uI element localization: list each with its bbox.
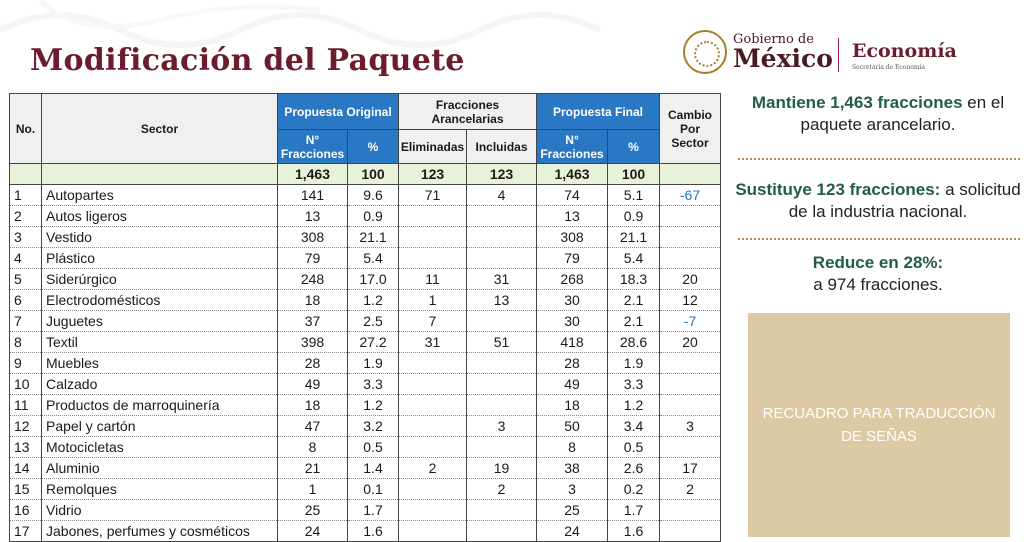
col-header-final-pct: % xyxy=(608,130,660,164)
sector-name-cell: Autopartes xyxy=(42,185,278,206)
table-row xyxy=(10,374,721,395)
group-header-final: Propuesta Final xyxy=(537,94,660,130)
eliminated-cell xyxy=(399,206,467,227)
total-eliminated: 123 xyxy=(399,164,467,185)
orig-n-cell: 398 xyxy=(278,332,348,353)
row-number-cell: 14 xyxy=(10,458,42,479)
change-cell: 2 xyxy=(660,479,721,500)
orig-n-cell: 25 xyxy=(278,500,348,521)
sector-name-cell: Juguetes xyxy=(42,311,278,332)
col-header-final-n: N° Fracciones xyxy=(537,130,608,164)
change-cell xyxy=(660,353,721,374)
orig-pct-cell: 5.4 xyxy=(348,248,399,269)
orig-n-cell: 8 xyxy=(278,437,348,458)
change-cell xyxy=(660,248,721,269)
change-cell: -67 xyxy=(660,185,721,206)
gov-main-label: México xyxy=(733,44,833,73)
table-row xyxy=(10,290,721,311)
sector-name-cell: Plástico xyxy=(42,248,278,269)
ministry-sub-label: Secretaría de Economía xyxy=(852,64,926,71)
summary-replaces-text: a solicitud de la industria nacional. xyxy=(788,180,1021,221)
included-cell xyxy=(467,521,537,542)
change-cell: -7 xyxy=(660,311,721,332)
final-n-cell: 30 xyxy=(537,311,608,332)
row-number-cell: 9 xyxy=(10,353,42,374)
eliminated-cell xyxy=(399,353,467,374)
final-n-cell: 268 xyxy=(537,269,608,290)
included-cell: 19 xyxy=(467,458,537,479)
final-n-cell: 79 xyxy=(537,248,608,269)
final-n-cell: 74 xyxy=(537,185,608,206)
table-row xyxy=(10,206,721,227)
col-header-orig-pct: % xyxy=(348,130,399,164)
row-number-cell: 4 xyxy=(10,248,42,269)
group-header-original: Propuesta Original xyxy=(278,94,399,130)
final-pct-cell: 3.4 xyxy=(608,416,660,437)
col-header-no: No. xyxy=(10,94,42,164)
orig-n-cell: 79 xyxy=(278,248,348,269)
eliminated-cell: 2 xyxy=(399,458,467,479)
sector-name-cell: Textil xyxy=(42,332,278,353)
sector-name-cell: Vestido xyxy=(42,227,278,248)
orig-pct-cell: 1.2 xyxy=(348,395,399,416)
summary-replaces xyxy=(733,179,1023,223)
table-row xyxy=(10,521,721,542)
final-n-cell: 418 xyxy=(537,332,608,353)
total-final-pct: 100 xyxy=(608,164,660,185)
orig-pct-cell: 1.7 xyxy=(348,500,399,521)
summary-maintains xyxy=(733,92,1023,136)
change-cell: 12 xyxy=(660,290,721,311)
col-header-change: Cambio Por Sector xyxy=(660,94,721,164)
included-cell: 31 xyxy=(467,269,537,290)
sector-name-cell: Electrodomésticos xyxy=(42,290,278,311)
row-number-cell: 13 xyxy=(10,437,42,458)
included-cell xyxy=(467,500,537,521)
final-pct-cell: 2.6 xyxy=(608,458,660,479)
orig-n-cell: 248 xyxy=(278,269,348,290)
final-n-cell: 8 xyxy=(537,437,608,458)
included-cell xyxy=(467,374,537,395)
included-cell xyxy=(467,206,537,227)
gov-top-label: Gobierno de xyxy=(733,32,814,47)
table-row xyxy=(10,416,721,437)
sector-name-cell: Motocicletas xyxy=(42,437,278,458)
final-pct-cell: 0.9 xyxy=(608,206,660,227)
change-cell xyxy=(660,227,721,248)
row-number-cell: 6 xyxy=(10,290,42,311)
sector-name-cell: Productos de marroquinería xyxy=(42,395,278,416)
final-pct-cell: 1.6 xyxy=(608,521,660,542)
eliminated-cell xyxy=(399,479,467,500)
orig-pct-cell: 27.2 xyxy=(348,332,399,353)
orig-pct-cell: 1.9 xyxy=(348,353,399,374)
total-orig-n: 1,463 xyxy=(278,164,348,185)
eliminated-cell xyxy=(399,227,467,248)
sector-name-cell: Remolques xyxy=(42,479,278,500)
table-row xyxy=(10,479,721,500)
table-row xyxy=(10,353,721,374)
total-row xyxy=(10,164,721,185)
eliminated-cell xyxy=(399,416,467,437)
final-pct-cell: 1.2 xyxy=(608,395,660,416)
national-seal-icon xyxy=(683,30,727,74)
final-pct-cell: 3.3 xyxy=(608,374,660,395)
final-pct-cell: 0.2 xyxy=(608,479,660,500)
eliminated-cell: 1 xyxy=(399,290,467,311)
orig-n-cell: 1 xyxy=(278,479,348,500)
included-cell: 2 xyxy=(467,479,537,500)
orig-n-cell: 47 xyxy=(278,416,348,437)
final-pct-cell: 18.3 xyxy=(608,269,660,290)
change-cell xyxy=(660,521,721,542)
orig-pct-cell: 3.3 xyxy=(348,374,399,395)
row-number-cell: 16 xyxy=(10,500,42,521)
row-number-cell: 15 xyxy=(10,479,42,500)
col-header-included: Incluidas xyxy=(467,130,537,164)
sector-name-cell: Autos ligeros xyxy=(42,206,278,227)
change-cell xyxy=(660,500,721,521)
row-number-cell: 17 xyxy=(10,521,42,542)
summary-maintains-text: en el paquete arancelario. xyxy=(800,93,1005,134)
eliminated-cell xyxy=(399,248,467,269)
orig-pct-cell: 2.5 xyxy=(348,311,399,332)
change-cell: 3 xyxy=(660,416,721,437)
row-number-cell: 3 xyxy=(10,227,42,248)
ministry-label: Economía xyxy=(852,40,957,62)
sector-name-cell: Papel y cartón xyxy=(42,416,278,437)
included-cell: 51 xyxy=(467,332,537,353)
table-row xyxy=(10,500,721,521)
final-n-cell: 28 xyxy=(537,353,608,374)
eliminated-cell xyxy=(399,374,467,395)
total-final-n: 1,463 xyxy=(537,164,608,185)
row-number-cell: 5 xyxy=(10,269,42,290)
orig-pct-cell: 3.2 xyxy=(348,416,399,437)
summary-maintains-highlight: Mantiene 1,463 fracciones xyxy=(751,93,963,112)
eliminated-cell xyxy=(399,521,467,542)
final-n-cell: 49 xyxy=(537,374,608,395)
orig-pct-cell: 9.6 xyxy=(348,185,399,206)
eliminated-cell: 7 xyxy=(399,311,467,332)
final-n-cell: 308 xyxy=(537,227,608,248)
orig-n-cell: 18 xyxy=(278,395,348,416)
sector-name-cell: Calzado xyxy=(42,374,278,395)
orig-n-cell: 28 xyxy=(278,353,348,374)
orig-pct-cell: 1.2 xyxy=(348,290,399,311)
orig-n-cell: 37 xyxy=(278,311,348,332)
change-cell: 17 xyxy=(660,458,721,479)
orig-pct-cell: 1.6 xyxy=(348,521,399,542)
orig-pct-cell: 1.4 xyxy=(348,458,399,479)
sector-name-cell: Vidrio xyxy=(42,500,278,521)
final-pct-cell: 28.6 xyxy=(608,332,660,353)
eliminated-cell xyxy=(399,395,467,416)
included-cell xyxy=(467,353,537,374)
divider-2 xyxy=(738,238,1020,240)
orig-n-cell: 24 xyxy=(278,521,348,542)
final-n-cell: 30 xyxy=(537,290,608,311)
row-number-cell: 1 xyxy=(10,185,42,206)
tariff-table xyxy=(9,93,721,542)
summary-reduces-highlight: Reduce en 28%: xyxy=(812,253,944,272)
included-cell: 4 xyxy=(467,185,537,206)
included-cell xyxy=(467,311,537,332)
orig-pct-cell: 21.1 xyxy=(348,227,399,248)
table-row xyxy=(10,248,721,269)
table-row xyxy=(10,269,721,290)
total-included: 123 xyxy=(467,164,537,185)
final-pct-cell: 1.9 xyxy=(608,353,660,374)
title-line-1: Modificación del Paquete xyxy=(30,43,465,78)
row-number-cell: 10 xyxy=(10,374,42,395)
sector-name-cell: Muebles xyxy=(42,353,278,374)
change-cell xyxy=(660,374,721,395)
table-row xyxy=(10,395,721,416)
divider-1 xyxy=(738,158,1020,160)
row-number-cell: 8 xyxy=(10,332,42,353)
summary-reduces-text: a 974 fracciones. xyxy=(813,275,943,294)
included-cell xyxy=(467,395,537,416)
final-pct-cell: 0.5 xyxy=(608,437,660,458)
final-n-cell: 18 xyxy=(537,395,608,416)
sector-name-cell: Jabones, perfumes y cosméticos xyxy=(42,521,278,542)
eliminated-cell: 71 xyxy=(399,185,467,206)
table-row xyxy=(10,332,721,353)
final-n-cell: 13 xyxy=(537,206,608,227)
final-pct-cell: 2.1 xyxy=(608,311,660,332)
eliminated-cell xyxy=(399,500,467,521)
row-number-cell: 11 xyxy=(10,395,42,416)
change-cell: 20 xyxy=(660,332,721,353)
orig-n-cell: 308 xyxy=(278,227,348,248)
total-orig-pct: 100 xyxy=(348,164,399,185)
table-row xyxy=(10,227,721,248)
summary-reduces xyxy=(733,252,1023,296)
orig-n-cell: 141 xyxy=(278,185,348,206)
included-cell xyxy=(467,248,537,269)
final-n-cell: 3 xyxy=(537,479,608,500)
col-header-sector: Sector xyxy=(42,94,278,164)
final-pct-cell: 21.1 xyxy=(608,227,660,248)
change-cell xyxy=(660,206,721,227)
included-cell xyxy=(467,227,537,248)
orig-n-cell: 49 xyxy=(278,374,348,395)
orig-pct-cell: 0.1 xyxy=(348,479,399,500)
final-n-cell: 25 xyxy=(537,500,608,521)
change-cell xyxy=(660,437,721,458)
final-pct-cell: 2.1 xyxy=(608,290,660,311)
final-n-cell: 50 xyxy=(537,416,608,437)
orig-pct-cell: 17.0 xyxy=(348,269,399,290)
orig-n-cell: 18 xyxy=(278,290,348,311)
orig-n-cell: 13 xyxy=(278,206,348,227)
sector-name-cell: Aluminio xyxy=(42,458,278,479)
gobierno-logo xyxy=(683,30,833,74)
row-number-cell: 7 xyxy=(10,311,42,332)
table-row xyxy=(10,311,721,332)
included-cell: 13 xyxy=(467,290,537,311)
final-n-cell: 24 xyxy=(537,521,608,542)
sign-language-box xyxy=(748,313,1010,537)
final-pct-cell: 5.4 xyxy=(608,248,660,269)
col-header-orig-n: N° Fracciones xyxy=(278,130,348,164)
eliminated-cell xyxy=(399,437,467,458)
change-cell xyxy=(660,395,721,416)
logo-divider xyxy=(838,38,839,72)
final-n-cell: 38 xyxy=(537,458,608,479)
sector-name-cell: Siderúrgico xyxy=(42,269,278,290)
sign-language-label: RECUADRO PARA TRADUCCIÓN DE SEÑAS xyxy=(762,405,996,445)
eliminated-cell: 11 xyxy=(399,269,467,290)
orig-n-cell: 21 xyxy=(278,458,348,479)
summary-replaces-highlight: Sustituye 123 fracciones: xyxy=(735,180,941,199)
table-row xyxy=(10,437,721,458)
group-header-fractions: Fracciones Arancelarias xyxy=(399,94,537,130)
table-row xyxy=(10,458,721,479)
eliminated-cell: 31 xyxy=(399,332,467,353)
row-number-cell: 12 xyxy=(10,416,42,437)
orig-pct-cell: 0.9 xyxy=(348,206,399,227)
included-cell: 3 xyxy=(467,416,537,437)
col-header-eliminated: Eliminadas xyxy=(399,130,467,164)
page-title xyxy=(30,38,465,92)
row-number-cell: 2 xyxy=(10,206,42,227)
change-cell: 20 xyxy=(660,269,721,290)
included-cell xyxy=(467,437,537,458)
final-pct-cell: 1.7 xyxy=(608,500,660,521)
table-row xyxy=(10,185,721,206)
final-pct-cell: 5.1 xyxy=(608,185,660,206)
economia-logo xyxy=(852,40,957,71)
orig-pct-cell: 0.5 xyxy=(348,437,399,458)
